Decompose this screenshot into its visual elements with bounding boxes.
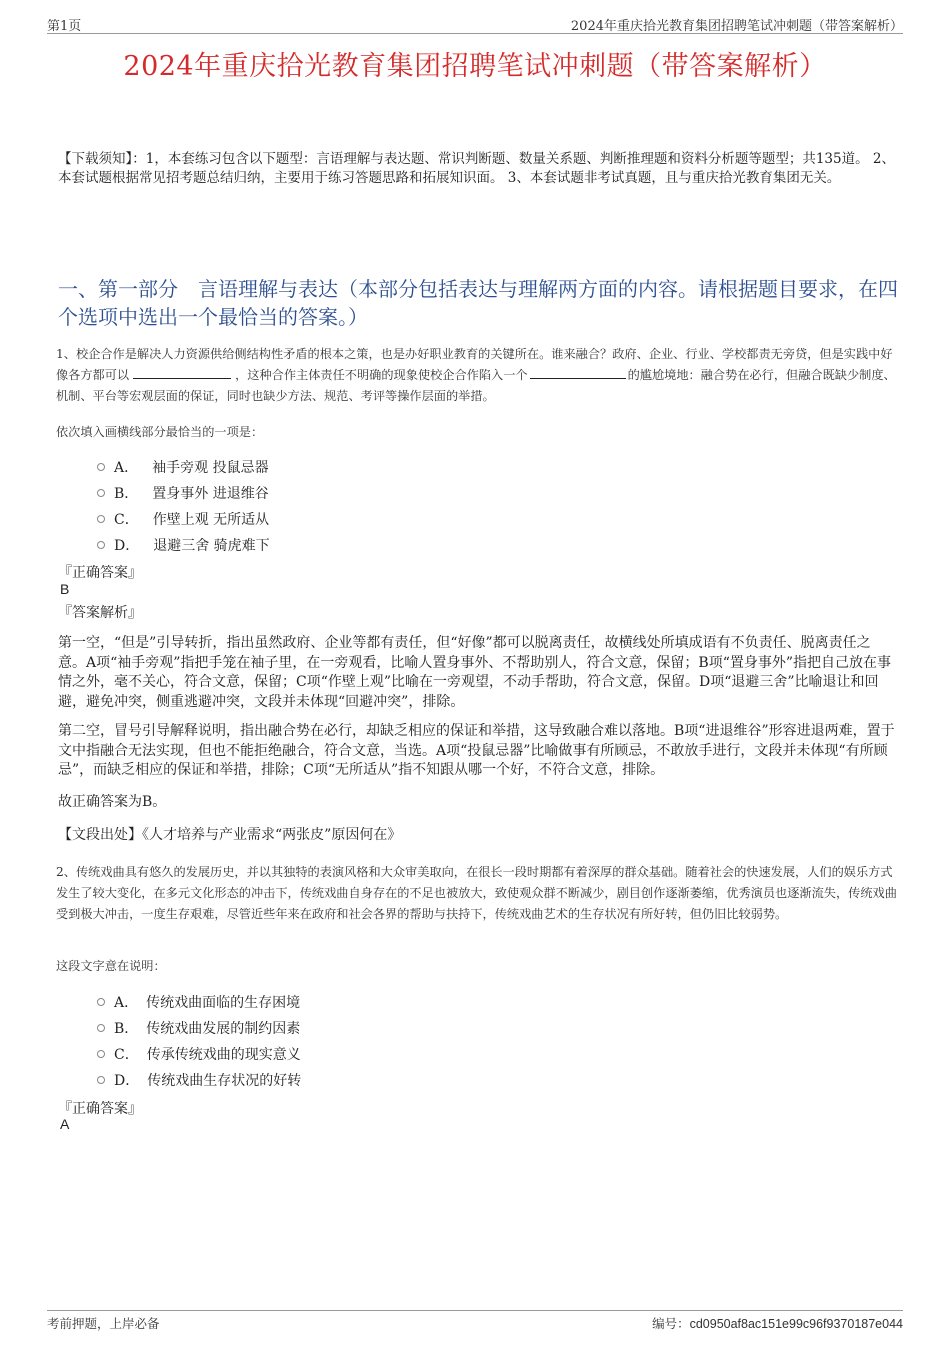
footer-slogan: 考前押题，上岸必备: [47, 1316, 160, 1331]
radio-icon[interactable]: [97, 1076, 105, 1084]
question-2-answer: A: [60, 1116, 70, 1132]
question-1-option-c[interactable]: C． 作壁上观 无所适从: [97, 509, 269, 529]
download-notice: 【下载须知】：1，本套练习包含以下题型：言语理解与表达题、常识判断题、数量关系题、判断推理题和资料分析题等题型；共135道。 2、本套试题根据常见招考题总结归纳，主要用于练习答题思路和拓展知识面。 3、本套试题非考试真题，且与重庆拾光教育集团无关。: [58, 151, 895, 186]
radio-icon[interactable]: [97, 463, 105, 471]
question-1-analysis-1: 第一空，“但是”引导转折，指出虽然政府、企业等都有责任，但“好像”都可以脱离责任，故横线处所填成语有不负责任、脱离责任之意。A项“袖手旁观”指把手笼在袖子里，在一旁观看，比喻人置身事外、不帮助别人，符合文意，保留；B项“置身事外”指把自己放在事情之外，毫不关心，符合文意，保留；C项“作壁上观”比喻在一旁观望，不动手帮助，符合文意，保留。D项“退避三舍”比喻退让和回避，避免冲突，侧重逃避冲突，文段并未体现“回避冲突”，排除。: [58, 635, 892, 710]
question-1-answer-label: 『正确答案』: [58, 565, 142, 581]
question-2-option-a[interactable]: A． 传统戏曲面临的生存困境: [97, 992, 300, 1012]
question-2-option-b[interactable]: B． 传统戏曲发展的制约因素: [97, 1018, 300, 1038]
footer-code: [652, 1314, 903, 1332]
footer-code-label: 编号：: [652, 1316, 690, 1331]
question-1-conclusion: 故正确答案为B。: [58, 794, 167, 810]
question-1-source: 【文段出处】《人才培养与产业需求“两张皮”原因何在》: [58, 827, 402, 843]
question-1-answer: B: [60, 581, 70, 597]
question-2-answer-label: 『正确答案』: [58, 1101, 142, 1117]
question-1-stem-part-b: ，这种合作主体责任不明确的现象使校企合作陷入一个: [235, 368, 528, 382]
question-2-option-d[interactable]: D． 传统戏曲生存状况的好转: [97, 1070, 301, 1090]
question-1-stem-part-c: 的尴尬境地：融合势在必行，但融合既缺少制度、机制、平台等宏观层面的保证，同时也缺少方法、规范、考评等操作层面的举措。: [56, 368, 896, 403]
question-1-analysis-label: 『答案解析』: [58, 605, 142, 621]
footer-divider: [47, 1310, 903, 1311]
section-heading: 一、第一部分 言语理解与表达（本部分包括表达与理解两方面的内容。请根据题目要求，在四个选项中选出一个最恰当的答案。）: [58, 277, 898, 329]
question-1-option-b[interactable]: B． 置身事外 进退维谷: [97, 483, 269, 503]
question-1-stem-part-a: 1、校企合作是解决人力资源供给侧结构性矛盾的根本之策，也是办好职业教育的关键所在。谁来融合？政府、企业、行业、学校都责无旁贷，但是实践中好像各方都可以: [56, 347, 893, 382]
radio-icon[interactable]: [97, 515, 105, 523]
radio-icon[interactable]: [97, 1024, 105, 1032]
fill-blank-2: [530, 366, 626, 379]
question-2-option-c[interactable]: C． 传承传统戏曲的现实意义: [97, 1044, 301, 1064]
question-1-analysis-2: 第二空，冒号引导解释说明，指出融合势在必行，却缺乏相应的保证和举措，这导致融合难以落地。B项“进退维谷”形容进退两难，置于文中指融合无法实现，但也不能拒绝融合，符合文意，当选。A项“投鼠忌器”比喻做事有所顾忌，不敢放手进行，文段并未体现“有所顾忌”，而缺乏相应的保证和举措，排除；C项“无所适从”指不知跟从哪一个好，不符合文意，排除。: [58, 723, 895, 778]
radio-icon[interactable]: [97, 1050, 105, 1058]
question-1-stem: [56, 344, 898, 407]
question-1-option-a[interactable]: A． 袖手旁观 投鼠忌器: [97, 457, 269, 477]
page-number: 第1页: [47, 19, 82, 34]
radio-icon[interactable]: [97, 998, 105, 1006]
radio-icon[interactable]: [97, 541, 105, 549]
question-1-prompt: 依次填入画横线部分最恰当的一项是：: [56, 425, 264, 439]
question-2-prompt: 这段文字意在说明：: [56, 959, 166, 973]
fill-blank-1: [133, 366, 231, 379]
document-title: 2024年重庆拾光教育集团招聘笔试冲刺题（带答案解析）: [123, 51, 827, 82]
question-1-option-d[interactable]: D． 退避三舍 骑虎难下: [97, 535, 270, 555]
radio-icon[interactable]: [97, 489, 105, 497]
question-2-stem: 2、传统戏曲具有悠久的发展历史，并以其独特的表演风格和大众审美取向，在很长一段时期都有着深厚的群众基础。随着社会的快速发展，人们的娱乐方式发生了较大变化，在多元文化形态的冲击下，传统戏曲自身存在的不足也被放大，致使观众群不断减少，剧目创作逐渐萎缩，优秀演员也逐渐流失，传统戏曲受到极大冲击，一度生存艰难，尽管近些年来在政府和社会各界的帮助与扶持下，传统戏曲艺术的生存状况有所好转，但仍旧比较弱势。: [56, 865, 897, 921]
header-divider: [47, 33, 903, 34]
footer-code-value: cd0950af8ac151e99c96f9370187e044: [689, 1317, 903, 1331]
header-doc-title: 2024年重庆拾光教育集团招聘笔试冲刺题（带答案解析）: [570, 19, 903, 34]
